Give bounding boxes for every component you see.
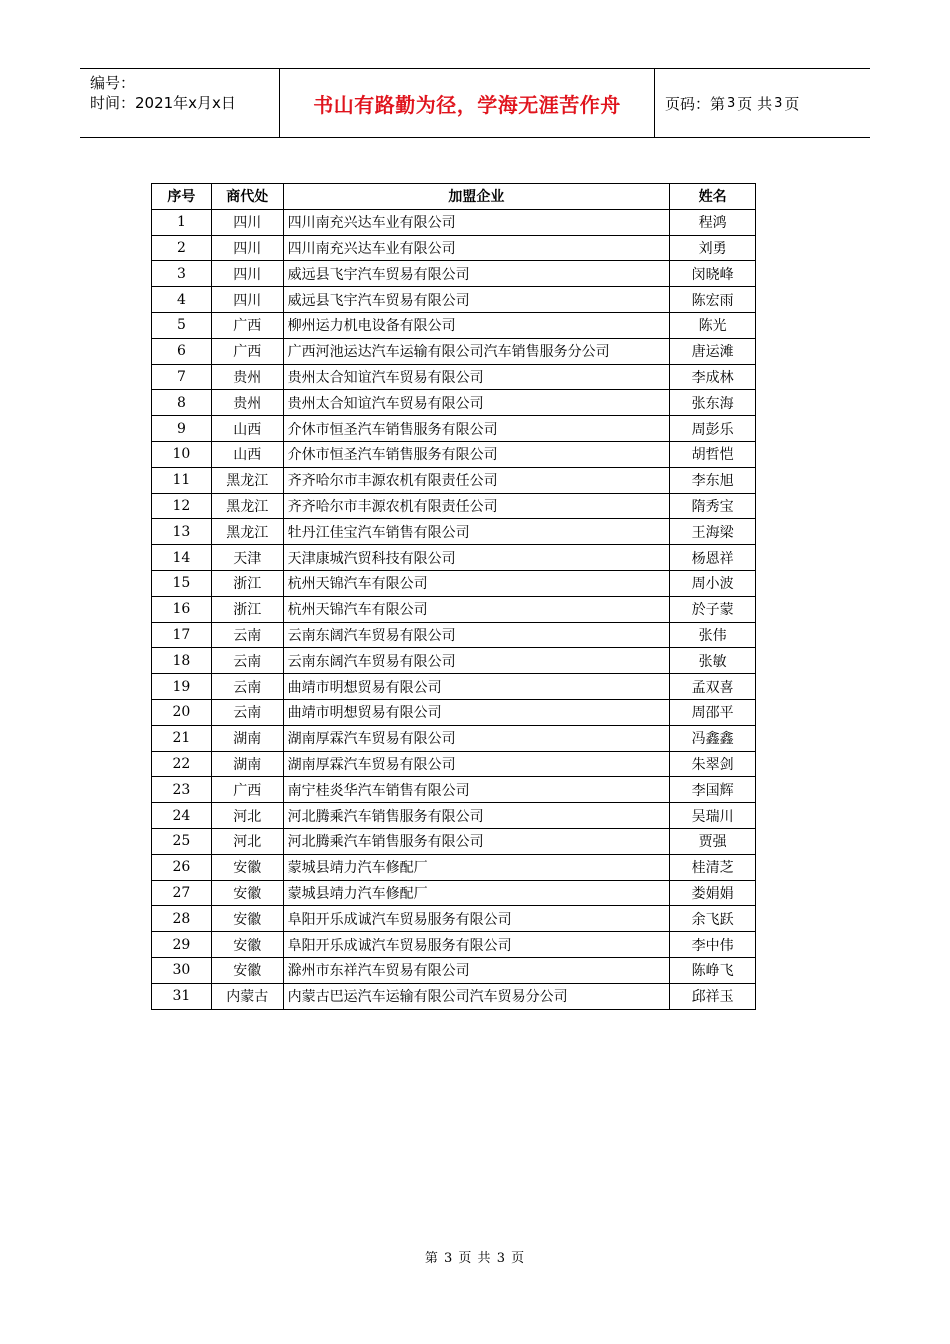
row-company: 贵州太合知谊汽车贸易有限公司 — [283, 364, 670, 390]
row-company: 柳州运力机电设备有限公司 — [283, 312, 670, 338]
table-row — [152, 932, 756, 958]
row-number: 30 — [152, 957, 212, 983]
row-number: 11 — [152, 467, 212, 493]
table-row — [152, 674, 756, 700]
row-company: 湖南厚霖汽车贸易有限公司 — [283, 751, 670, 777]
page-total: 3 — [774, 95, 783, 111]
header-meta — [80, 69, 280, 137]
table-row — [152, 235, 756, 261]
row-number: 20 — [152, 699, 212, 725]
number-label: 编号： — [90, 74, 136, 92]
page-header — [80, 68, 870, 138]
table-row — [152, 622, 756, 648]
row-company: 滁州市东祥汽车贸易有限公司 — [283, 957, 670, 983]
row-person-name: 贾强 — [670, 828, 756, 854]
row-company: 四川南充兴达车业有限公司 — [283, 209, 670, 235]
column-header-region: 商代处 — [211, 184, 283, 210]
row-region: 四川 — [211, 235, 283, 261]
row-number: 12 — [152, 493, 212, 519]
row-company: 威远县飞宇汽车贸易有限公司 — [283, 261, 670, 287]
row-person-name: 李国辉 — [670, 777, 756, 803]
row-region: 安徽 — [211, 906, 283, 932]
row-person-name: 胡哲恺 — [670, 441, 756, 467]
row-company: 河北腾乘汽车销售服务有限公司 — [283, 828, 670, 854]
row-number: 21 — [152, 725, 212, 751]
row-company: 阜阳开乐成诚汽车贸易服务有限公司 — [283, 932, 670, 958]
row-number: 1 — [152, 209, 212, 235]
table-row — [152, 880, 756, 906]
row-region: 安徽 — [211, 854, 283, 880]
table-row — [152, 261, 756, 287]
row-person-name: 周邵平 — [670, 699, 756, 725]
table-row — [152, 467, 756, 493]
row-person-name: 刘勇 — [670, 235, 756, 261]
row-person-name: 隋秀宝 — [670, 493, 756, 519]
row-person-name: 桂清芝 — [670, 854, 756, 880]
table-row — [152, 957, 756, 983]
row-number: 2 — [152, 235, 212, 261]
table-row — [152, 803, 756, 829]
table-row — [152, 287, 756, 313]
row-company: 四川南充兴达车业有限公司 — [283, 235, 670, 261]
row-company: 曲靖市明想贸易有限公司 — [283, 699, 670, 725]
row-number: 23 — [152, 777, 212, 803]
row-company: 蒙城县靖力汽车修配厂 — [283, 880, 670, 906]
table-row — [152, 441, 756, 467]
row-number: 6 — [152, 338, 212, 364]
row-person-name: 於子蒙 — [670, 596, 756, 622]
row-number: 9 — [152, 416, 212, 442]
row-company: 南宁桂炎华汽车销售有限公司 — [283, 777, 670, 803]
row-person-name: 娄娟娟 — [670, 880, 756, 906]
row-number: 18 — [152, 648, 212, 674]
row-person-name: 周小波 — [670, 570, 756, 596]
row-person-name: 李东旭 — [670, 467, 756, 493]
table-row — [152, 725, 756, 751]
table-row — [152, 596, 756, 622]
table-row — [152, 854, 756, 880]
row-region: 云南 — [211, 648, 283, 674]
row-region: 云南 — [211, 674, 283, 700]
row-person-name: 张伟 — [670, 622, 756, 648]
row-number: 15 — [152, 570, 212, 596]
row-person-name: 唐运滩 — [670, 338, 756, 364]
row-number: 16 — [152, 596, 212, 622]
row-number: 28 — [152, 906, 212, 932]
row-company: 云南东阔汽车贸易有限公司 — [283, 622, 670, 648]
row-company: 牡丹江佳宝汽车销售有限公司 — [283, 519, 670, 545]
row-person-name: 李中伟 — [670, 932, 756, 958]
row-region: 四川 — [211, 209, 283, 235]
row-region: 四川 — [211, 287, 283, 313]
row-region: 云南 — [211, 699, 283, 725]
page-prefix: 页码：第 — [665, 94, 726, 113]
row-person-name: 吴瑞川 — [670, 803, 756, 829]
row-region: 河北 — [211, 803, 283, 829]
table-row — [152, 906, 756, 932]
row-region: 广西 — [211, 312, 283, 338]
row-company: 天津康城汽贸科技有限公司 — [283, 545, 670, 571]
column-header-number: 序号 — [152, 184, 212, 210]
table-row — [152, 648, 756, 674]
row-number: 22 — [152, 751, 212, 777]
time-label: 时间：2021年x月x日 — [90, 94, 236, 112]
row-region: 湖南 — [211, 751, 283, 777]
row-number: 17 — [152, 622, 212, 648]
table-row — [152, 338, 756, 364]
row-person-name: 朱翠剑 — [670, 751, 756, 777]
row-person-name: 邱祥玉 — [670, 983, 756, 1009]
header-page-number — [655, 69, 870, 137]
row-number: 4 — [152, 287, 212, 313]
row-region: 山西 — [211, 441, 283, 467]
row-person-name: 陈光 — [670, 312, 756, 338]
row-number: 19 — [152, 674, 212, 700]
column-header-company: 加盟企业 — [283, 184, 670, 210]
row-person-name: 陈宏雨 — [670, 287, 756, 313]
table-row — [152, 493, 756, 519]
page-mid: 页 共 — [737, 94, 773, 113]
row-number: 7 — [152, 364, 212, 390]
page-footer: 第 3 页 共 3 页 — [424, 1251, 526, 1266]
row-region: 云南 — [211, 622, 283, 648]
row-number: 5 — [152, 312, 212, 338]
row-region: 山西 — [211, 416, 283, 442]
row-number: 10 — [152, 441, 212, 467]
row-number: 25 — [152, 828, 212, 854]
row-company: 介休市恒圣汽车销售服务有限公司 — [283, 416, 670, 442]
row-region: 浙江 — [211, 570, 283, 596]
row-number: 24 — [152, 803, 212, 829]
row-region: 贵州 — [211, 390, 283, 416]
page-current: 3 — [727, 95, 736, 111]
row-company: 曲靖市明想贸易有限公司 — [283, 674, 670, 700]
row-company: 介休市恒圣汽车销售服务有限公司 — [283, 441, 670, 467]
row-number: 14 — [152, 545, 212, 571]
row-region: 广西 — [211, 338, 283, 364]
row-company: 蒙城县靖力汽车修配厂 — [283, 854, 670, 880]
table-body — [152, 209, 756, 1009]
row-company: 杭州天锦汽车有限公司 — [283, 596, 670, 622]
table-row — [152, 416, 756, 442]
row-person-name: 陈峥飞 — [670, 957, 756, 983]
row-company: 贵州太合知谊汽车贸易有限公司 — [283, 390, 670, 416]
row-company: 杭州天锦汽车有限公司 — [283, 570, 670, 596]
row-company: 河北腾乘汽车销售服务有限公司 — [283, 803, 670, 829]
row-person-name: 张敏 — [670, 648, 756, 674]
row-company: 湖南厚霖汽车贸易有限公司 — [283, 725, 670, 751]
row-region: 内蒙古 — [211, 983, 283, 1009]
row-person-name: 闵晓峰 — [670, 261, 756, 287]
row-person-name: 余飞跃 — [670, 906, 756, 932]
row-number: 31 — [152, 983, 212, 1009]
table-row — [152, 519, 756, 545]
table-row — [152, 751, 756, 777]
franchise-table — [151, 183, 756, 1010]
header-motto: 书山有路勤为径，学海无涯苦作舟 — [280, 69, 655, 137]
row-person-name: 杨恩祥 — [670, 545, 756, 571]
page-suffix: 页 — [784, 94, 800, 113]
row-company: 齐齐哈尔市丰源农机有限责任公司 — [283, 493, 670, 519]
row-company: 内蒙古巴运汽车运输有限公司汽车贸易分公司 — [283, 983, 670, 1009]
table-row — [152, 983, 756, 1009]
table-row — [152, 699, 756, 725]
row-company: 云南东阔汽车贸易有限公司 — [283, 648, 670, 674]
row-number: 29 — [152, 932, 212, 958]
row-person-name: 程鸿 — [670, 209, 756, 235]
row-company: 阜阳开乐成诚汽车贸易服务有限公司 — [283, 906, 670, 932]
table-row — [152, 777, 756, 803]
row-region: 黑龙江 — [211, 493, 283, 519]
row-number: 26 — [152, 854, 212, 880]
row-company: 威远县飞宇汽车贸易有限公司 — [283, 287, 670, 313]
row-number: 13 — [152, 519, 212, 545]
row-number: 3 — [152, 261, 212, 287]
row-region: 安徽 — [211, 932, 283, 958]
row-person-name: 孟双喜 — [670, 674, 756, 700]
row-region: 天津 — [211, 545, 283, 571]
row-company: 齐齐哈尔市丰源农机有限责任公司 — [283, 467, 670, 493]
row-region: 四川 — [211, 261, 283, 287]
table-row — [152, 545, 756, 571]
column-header-name: 姓名 — [670, 184, 756, 210]
row-region: 湖南 — [211, 725, 283, 751]
row-person-name: 李成林 — [670, 364, 756, 390]
row-region: 贵州 — [211, 364, 283, 390]
row-region: 浙江 — [211, 596, 283, 622]
row-region: 安徽 — [211, 880, 283, 906]
table-row — [152, 390, 756, 416]
row-person-name: 冯鑫鑫 — [670, 725, 756, 751]
row-person-name: 张东海 — [670, 390, 756, 416]
table-row — [152, 828, 756, 854]
row-person-name: 周彭乐 — [670, 416, 756, 442]
row-region: 广西 — [211, 777, 283, 803]
row-region: 河北 — [211, 828, 283, 854]
row-person-name: 王海梁 — [670, 519, 756, 545]
row-number: 27 — [152, 880, 212, 906]
table-row — [152, 364, 756, 390]
row-company: 广西河池运达汽车运输有限公司汽车销售服务分公司 — [283, 338, 670, 364]
table-row — [152, 209, 756, 235]
table-header-row — [152, 184, 756, 210]
table-row — [152, 312, 756, 338]
table-row — [152, 570, 756, 596]
row-number: 8 — [152, 390, 212, 416]
row-region: 安徽 — [211, 957, 283, 983]
row-region: 黑龙江 — [211, 467, 283, 493]
row-region: 黑龙江 — [211, 519, 283, 545]
